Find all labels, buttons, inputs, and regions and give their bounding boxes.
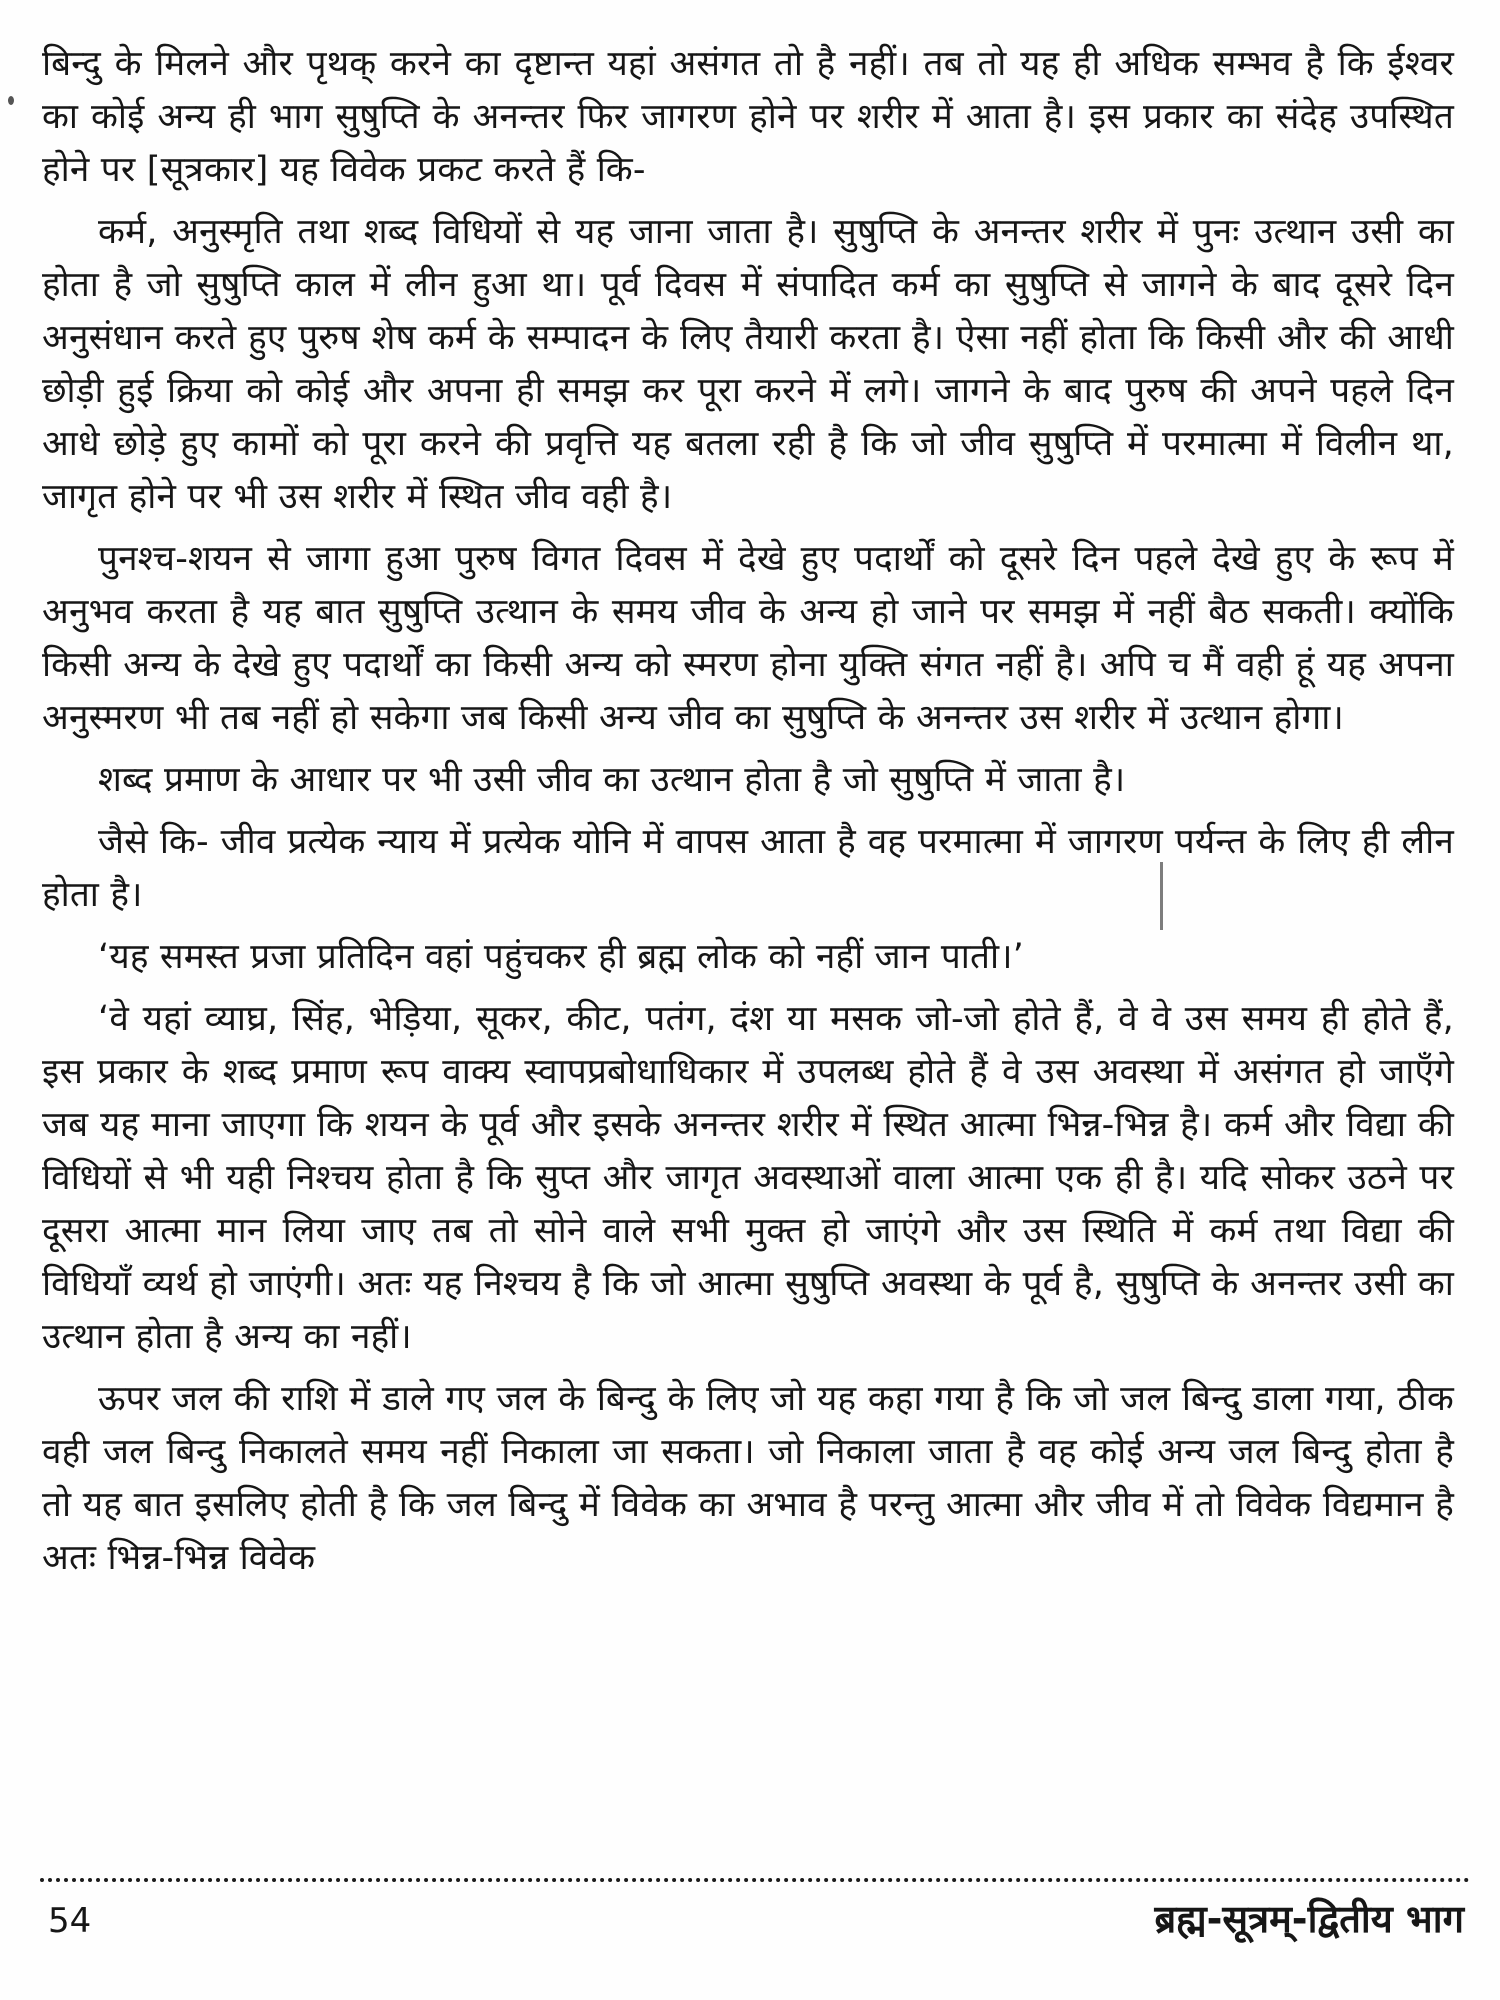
paragraph-2: कर्म, अनुस्मृति तथा शब्द विधियों से यह जाना जाता है। सुषुप्ति के अनन्तर शरीर में पुनः उत्थान उसी का होता है जो सुषुप्ति काल में लीन हुआ था। पूर्व दिवस में संपादित कर्म का सुषुप्ति से जागने के बाद दूसरे दिन अनुसंधान करते हुए पुरुष शेष कर्म के सम्पादन के लिए तैयारी करता है। ऐसा नहीं होता कि किसी और की आधी छोड़ी हुई क्रिया को कोई और अपना ही समझ कर पूरा करने में लगे। जागने के बाद पुरुष की अपने पहले दिन आधे छोड़े हुए कामों को पूरा करने की प्रवृत्ति यह बतला रही है कि जो जीव सुषुप्ति में परमात्मा में विलीन था, जागृत होने पर भी उस शरीर में स्थित जीव वही है। [42, 212, 1454, 517]
page-footer [40, 1878, 1470, 1944]
paragraph-5: जैसे कि- जीव प्रत्येक न्याय में प्रत्येक योनि में वापस आता है वह परमात्मा में जागरण पर्यन्त के लिए ही लीन होता है। [42, 822, 1454, 915]
paragraph-7: ‘वे यहां व्याघ्र, सिंह, भेड़िया, सूकर, कीट, पतंग, दंश या मसक जो-जो होते हैं, वे वे उस समय ही होते हैं, इस प्रकार के शब्द प्रमाण रूप वाक्य स्वापप्रबोधाधिकार में उपलब्ध होते हैं वे उस अवस्था में असंगत हो जाएँगे जब यह माना जाएगा कि शयन के पूर्व और इसके अनन्तर शरीर में स्थित आत्मा भिन्न-भिन्न है। कर्म और विद्या की विधियों से भी यही निश्चय होता है कि सुप्त और जागृत अवस्थाओं वाला आत्मा एक ही है। यदि सोकर उठने पर दूसरा आत्मा मान लिया जाए तब तो सोने वाले सभी मुक्त हो जाएंगे और उस स्थिति में कर्म तथा विद्या की विधियाँ व्यर्थ हो जाएंगी। अतः यह निश्चय है कि जो आत्मा सुषुप्ति अवस्था के पूर्व है, सुषुप्ति के अनन्तर उसी का उत्थान होता है अन्य का नहीं। [42, 999, 1454, 1357]
paragraph-4: शब्द प्रमाण के आधार पर भी उसी जीव का उत्थान होता है जो सुषुप्ति में जाता है। [98, 760, 1126, 800]
body-text [42, 38, 1454, 1594]
margin-mark [8, 96, 14, 105]
page-number: 54 [48, 1901, 92, 1941]
book-title: ब्रह्म-सूत्रम्-द्वितीय भाग [1154, 1897, 1464, 1941]
scan-artifact-line [1160, 862, 1163, 930]
paragraph-6: ‘यह समस्त प्रजा प्रतिदिन वहां पहुंचकर ही ब्रह्म लोक को नहीं जान पाती।’ [98, 937, 1024, 977]
paragraph-3: पुनश्च-शयन से जागा हुआ पुरुष विगत दिवस में देखे हुए पदार्थों को दूसरे दिन पहले देखे हुए के रूप में अनुभव करता है यह बात सुषुप्ति उत्थान के समय जीव के अन्य हो जाने पर समझ में नहीं बैठ सकती। क्योंकि किसी अन्य के देखे हुए पदार्थों का किसी अन्य को स्मरण होना युक्ति संगत नहीं है। अपि च मैं वही हूं यह अपना अनुस्मरण भी तब नहीं हो सकेगा जब किसी अन्य जीव का सुषुप्ति के अनन्तर उस शरीर में उत्थान होगा। [42, 539, 1454, 738]
footer-dotted-rule [40, 1878, 1470, 1882]
paragraph-1: बिन्दु के मिलने और पृथक् करने का दृष्टान्त यहां असंगत तो है नहीं। तब तो यह ही अधिक सम्भव है कि ईश्वर का कोई अन्य ही भाग सुषुप्ति के अनन्तर फिर जागरण होने पर शरीर में आता है। इस प्रकार का संदेह उपस्थित होने पर [सूत्रकार] यह विवेक प्रकट करते हैं कि- [42, 44, 1454, 190]
paragraph-8: ऊपर जल की राशि में डाले गए जल के बिन्दु के लिए जो यह कहा गया है कि जो जल बिन्दु डाला गया, ठीक वही जल बिन्दु निकालते समय नहीं निकाला जा सकता। जो निकाला जाता है वह कोई अन्य जल बिन्दु होता है तो यह बात इसलिए होती है कि जल बिन्दु में विवेक का अभाव है परन्तु आत्मा और जीव में तो विवेक विद्यमान है अतः भिन्न-भिन्न विवेक [42, 1379, 1454, 1578]
